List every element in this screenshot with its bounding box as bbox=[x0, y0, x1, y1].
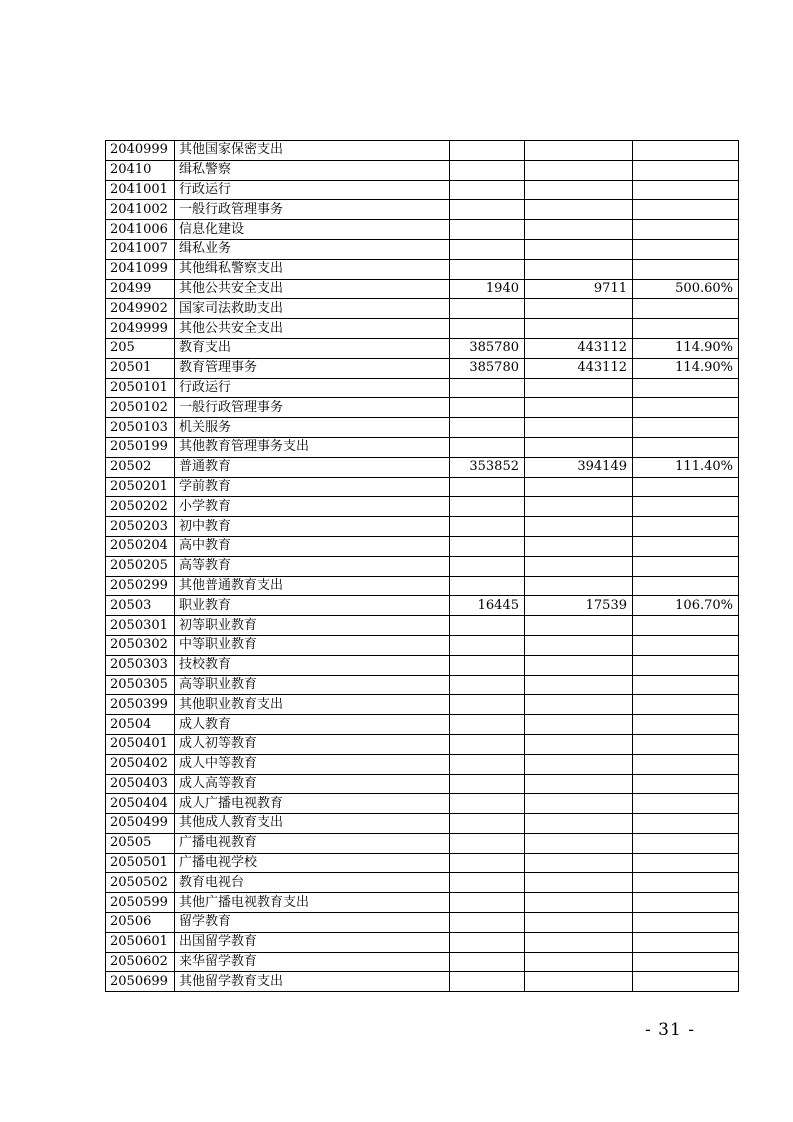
account-code-cell: 2050205 bbox=[106, 556, 175, 576]
percent-cell bbox=[633, 497, 739, 517]
value-2-cell bbox=[525, 556, 633, 576]
percent-cell bbox=[633, 972, 739, 992]
value-2-cell bbox=[525, 418, 633, 438]
account-name-cell: 缉私业务 bbox=[175, 239, 450, 259]
account-name-cell: 其他留学教育支出 bbox=[175, 972, 450, 992]
account-code-cell: 2050199 bbox=[106, 437, 175, 457]
account-name-cell: 成人广播电视教育 bbox=[175, 794, 450, 814]
value-2-cell bbox=[525, 715, 633, 735]
account-code-cell: 2040999 bbox=[106, 141, 175, 161]
account-code-cell: 2050402 bbox=[106, 754, 175, 774]
percent-cell: 114.90% bbox=[633, 338, 739, 358]
table-row bbox=[106, 437, 739, 457]
percent-cell bbox=[633, 536, 739, 556]
account-code-cell: 2041002 bbox=[106, 200, 175, 220]
account-name-cell: 小学教育 bbox=[175, 497, 450, 517]
value-2-cell bbox=[525, 180, 633, 200]
page-number: - 31 - bbox=[645, 1020, 695, 1040]
table-row bbox=[106, 160, 739, 180]
percent-cell bbox=[633, 576, 739, 596]
table-row bbox=[106, 873, 739, 893]
percent-cell bbox=[633, 180, 739, 200]
table-row bbox=[106, 358, 739, 378]
percent-cell: 500.60% bbox=[633, 279, 739, 299]
account-name-cell: 行政运行 bbox=[175, 180, 450, 200]
account-name-cell: 教育电视台 bbox=[175, 873, 450, 893]
value-1-cell bbox=[450, 239, 525, 259]
value-2-cell bbox=[525, 576, 633, 596]
table-row bbox=[106, 734, 739, 754]
value-2-cell bbox=[525, 141, 633, 161]
value-1-cell bbox=[450, 418, 525, 438]
percent-cell bbox=[633, 913, 739, 933]
account-code-cell: 2050203 bbox=[106, 517, 175, 537]
value-1-cell bbox=[450, 378, 525, 398]
table-row bbox=[106, 319, 739, 339]
value-2-cell bbox=[525, 734, 633, 754]
value-2-cell bbox=[525, 299, 633, 319]
percent-cell bbox=[633, 141, 739, 161]
table-row bbox=[106, 259, 739, 279]
account-name-cell: 高中教育 bbox=[175, 536, 450, 556]
value-1-cell bbox=[450, 576, 525, 596]
table-row bbox=[106, 180, 739, 200]
percent-cell bbox=[633, 853, 739, 873]
account-code-cell: 2050102 bbox=[106, 398, 175, 418]
table-row bbox=[106, 239, 739, 259]
percent-cell: 111.40% bbox=[633, 457, 739, 477]
table-row bbox=[106, 893, 739, 913]
percent-cell bbox=[633, 319, 739, 339]
value-1-cell bbox=[450, 893, 525, 913]
value-2-cell bbox=[525, 635, 633, 655]
value-1-cell bbox=[450, 536, 525, 556]
value-1-cell bbox=[450, 437, 525, 457]
value-1-cell bbox=[450, 873, 525, 893]
table-row bbox=[106, 497, 739, 517]
account-name-cell: 高等职业教育 bbox=[175, 675, 450, 695]
value-1-cell bbox=[450, 497, 525, 517]
percent-cell bbox=[633, 635, 739, 655]
value-1-cell bbox=[450, 477, 525, 497]
account-code-cell: 2049999 bbox=[106, 319, 175, 339]
account-code-cell: 2050403 bbox=[106, 774, 175, 794]
account-code-cell: 2050305 bbox=[106, 675, 175, 695]
percent-cell: 106.70% bbox=[633, 596, 739, 616]
table-row bbox=[106, 814, 739, 834]
value-2-cell bbox=[525, 239, 633, 259]
table-row bbox=[106, 418, 739, 438]
value-2-cell bbox=[525, 517, 633, 537]
value-1-cell: 16445 bbox=[450, 596, 525, 616]
value-2-cell: 17539 bbox=[525, 596, 633, 616]
account-name-cell: 一般行政管理事务 bbox=[175, 398, 450, 418]
table-row bbox=[106, 200, 739, 220]
account-name-cell: 学前教育 bbox=[175, 477, 450, 497]
account-name-cell: 缉私警察 bbox=[175, 160, 450, 180]
table-row bbox=[106, 754, 739, 774]
percent-cell bbox=[633, 398, 739, 418]
value-2-cell bbox=[525, 160, 633, 180]
table-row bbox=[106, 635, 739, 655]
account-name-cell: 成人高等教育 bbox=[175, 774, 450, 794]
value-2-cell: 443112 bbox=[525, 358, 633, 378]
table-body bbox=[106, 141, 739, 992]
table-row bbox=[106, 457, 739, 477]
value-2-cell bbox=[525, 497, 633, 517]
account-code-cell: 2050602 bbox=[106, 952, 175, 972]
account-name-cell: 其他缉私警察支出 bbox=[175, 259, 450, 279]
value-2-cell bbox=[525, 200, 633, 220]
percent-cell bbox=[633, 715, 739, 735]
value-1-cell bbox=[450, 833, 525, 853]
table-row bbox=[106, 299, 739, 319]
table-row bbox=[106, 279, 739, 299]
table-row bbox=[106, 596, 739, 616]
account-name-cell: 出国留学教育 bbox=[175, 932, 450, 952]
table-row bbox=[106, 695, 739, 715]
account-code-cell: 20499 bbox=[106, 279, 175, 299]
percent-cell bbox=[633, 378, 739, 398]
budget-table bbox=[105, 140, 739, 992]
account-code-cell: 2050301 bbox=[106, 616, 175, 636]
account-code-cell: 2041001 bbox=[106, 180, 175, 200]
percent-cell bbox=[633, 259, 739, 279]
percent-cell bbox=[633, 220, 739, 240]
account-name-cell: 初中教育 bbox=[175, 517, 450, 537]
account-code-cell: 20502 bbox=[106, 457, 175, 477]
value-2-cell bbox=[525, 774, 633, 794]
account-name-cell: 行政运行 bbox=[175, 378, 450, 398]
value-1-cell bbox=[450, 160, 525, 180]
account-name-cell: 普通教育 bbox=[175, 457, 450, 477]
account-code-cell: 2050401 bbox=[106, 734, 175, 754]
value-2-cell bbox=[525, 873, 633, 893]
value-1-cell bbox=[450, 814, 525, 834]
value-2-cell: 394149 bbox=[525, 457, 633, 477]
percent-cell bbox=[633, 952, 739, 972]
value-2-cell bbox=[525, 398, 633, 418]
table-row bbox=[106, 576, 739, 596]
percent-cell bbox=[633, 418, 739, 438]
value-1-cell bbox=[450, 616, 525, 636]
value-1-cell bbox=[450, 398, 525, 418]
account-code-cell: 2041007 bbox=[106, 239, 175, 259]
value-2-cell bbox=[525, 695, 633, 715]
value-2-cell bbox=[525, 754, 633, 774]
account-code-cell: 2050599 bbox=[106, 893, 175, 913]
account-code-cell: 2050103 bbox=[106, 418, 175, 438]
account-name-cell: 其他公共安全支出 bbox=[175, 319, 450, 339]
value-2-cell: 9711 bbox=[525, 279, 633, 299]
account-name-cell: 留学教育 bbox=[175, 913, 450, 933]
account-code-cell: 20410 bbox=[106, 160, 175, 180]
account-code-cell: 205 bbox=[106, 338, 175, 358]
table-row bbox=[106, 655, 739, 675]
value-1-cell bbox=[450, 556, 525, 576]
percent-cell bbox=[633, 794, 739, 814]
value-1-cell bbox=[450, 932, 525, 952]
value-1-cell bbox=[450, 853, 525, 873]
percent-cell bbox=[633, 675, 739, 695]
value-1-cell: 353852 bbox=[450, 457, 525, 477]
account-code-cell: 2050302 bbox=[106, 635, 175, 655]
table-row bbox=[106, 141, 739, 161]
account-name-cell: 其他教育管理事务支出 bbox=[175, 437, 450, 457]
percent-cell bbox=[633, 556, 739, 576]
account-code-cell: 2041099 bbox=[106, 259, 175, 279]
account-code-cell: 20506 bbox=[106, 913, 175, 933]
value-2-cell bbox=[525, 972, 633, 992]
value-2-cell bbox=[525, 794, 633, 814]
value-2-cell bbox=[525, 536, 633, 556]
value-1-cell bbox=[450, 734, 525, 754]
table-row bbox=[106, 556, 739, 576]
percent-cell bbox=[633, 774, 739, 794]
account-code-cell: 2050202 bbox=[106, 497, 175, 517]
value-1-cell bbox=[450, 220, 525, 240]
value-1-cell bbox=[450, 259, 525, 279]
value-2-cell bbox=[525, 319, 633, 339]
account-name-cell: 教育管理事务 bbox=[175, 358, 450, 378]
account-code-cell: 2041006 bbox=[106, 220, 175, 240]
table-row bbox=[106, 932, 739, 952]
value-2-cell bbox=[525, 913, 633, 933]
table-row bbox=[106, 952, 739, 972]
account-code-cell: 20504 bbox=[106, 715, 175, 735]
account-code-cell: 2050303 bbox=[106, 655, 175, 675]
value-1-cell bbox=[450, 675, 525, 695]
value-2-cell bbox=[525, 378, 633, 398]
account-name-cell: 中等职业教育 bbox=[175, 635, 450, 655]
account-name-cell: 初等职业教育 bbox=[175, 616, 450, 636]
value-1-cell bbox=[450, 299, 525, 319]
value-1-cell bbox=[450, 200, 525, 220]
account-name-cell: 广播电视教育 bbox=[175, 833, 450, 853]
value-2-cell bbox=[525, 616, 633, 636]
value-1-cell bbox=[450, 517, 525, 537]
value-1-cell bbox=[450, 913, 525, 933]
value-1-cell bbox=[450, 635, 525, 655]
value-1-cell bbox=[450, 715, 525, 735]
percent-cell bbox=[633, 814, 739, 834]
account-name-cell: 信息化建设 bbox=[175, 220, 450, 240]
value-2-cell bbox=[525, 655, 633, 675]
account-name-cell: 其他公共安全支出 bbox=[175, 279, 450, 299]
percent-cell bbox=[633, 695, 739, 715]
percent-cell bbox=[633, 160, 739, 180]
account-code-cell: 2049902 bbox=[106, 299, 175, 319]
value-1-cell bbox=[450, 952, 525, 972]
account-code-cell: 2050404 bbox=[106, 794, 175, 814]
account-name-cell: 成人初等教育 bbox=[175, 734, 450, 754]
account-name-cell: 其他职业教育支出 bbox=[175, 695, 450, 715]
table-row bbox=[106, 853, 739, 873]
percent-cell bbox=[633, 873, 739, 893]
percent-cell bbox=[633, 299, 739, 319]
value-1-cell bbox=[450, 141, 525, 161]
value-1-cell: 385780 bbox=[450, 358, 525, 378]
account-code-cell: 2050201 bbox=[106, 477, 175, 497]
table-row bbox=[106, 338, 739, 358]
value-2-cell bbox=[525, 477, 633, 497]
account-code-cell: 2050299 bbox=[106, 576, 175, 596]
account-code-cell: 20503 bbox=[106, 596, 175, 616]
account-code-cell: 2050699 bbox=[106, 972, 175, 992]
account-name-cell: 一般行政管理事务 bbox=[175, 200, 450, 220]
account-code-cell: 2050501 bbox=[106, 853, 175, 873]
account-name-cell: 高等教育 bbox=[175, 556, 450, 576]
value-2-cell bbox=[525, 220, 633, 240]
table-row bbox=[106, 477, 739, 497]
table-row bbox=[106, 774, 739, 794]
value-1-cell: 1940 bbox=[450, 279, 525, 299]
account-code-cell: 2050499 bbox=[106, 814, 175, 834]
value-2-cell bbox=[525, 437, 633, 457]
account-name-cell: 广播电视学校 bbox=[175, 853, 450, 873]
percent-cell bbox=[633, 754, 739, 774]
account-name-cell: 国家司法救助支出 bbox=[175, 299, 450, 319]
table-row bbox=[106, 616, 739, 636]
account-code-cell: 2050204 bbox=[106, 536, 175, 556]
table-row bbox=[106, 972, 739, 992]
value-1-cell bbox=[450, 695, 525, 715]
account-name-cell: 来华留学教育 bbox=[175, 952, 450, 972]
percent-cell bbox=[633, 200, 739, 220]
account-name-cell: 其他国家保密支出 bbox=[175, 141, 450, 161]
percent-cell bbox=[633, 517, 739, 537]
account-name-cell: 其他普通教育支出 bbox=[175, 576, 450, 596]
value-2-cell: 443112 bbox=[525, 338, 633, 358]
value-1-cell bbox=[450, 319, 525, 339]
value-2-cell bbox=[525, 259, 633, 279]
table-row bbox=[106, 794, 739, 814]
value-1-cell: 385780 bbox=[450, 338, 525, 358]
account-name-cell: 其他成人教育支出 bbox=[175, 814, 450, 834]
table-row bbox=[106, 517, 739, 537]
percent-cell bbox=[633, 734, 739, 754]
value-2-cell bbox=[525, 952, 633, 972]
account-code-cell: 2050399 bbox=[106, 695, 175, 715]
value-2-cell bbox=[525, 833, 633, 853]
account-name-cell: 教育支出 bbox=[175, 338, 450, 358]
account-code-cell: 20501 bbox=[106, 358, 175, 378]
account-name-cell: 成人教育 bbox=[175, 715, 450, 735]
value-2-cell bbox=[525, 675, 633, 695]
table-row bbox=[106, 833, 739, 853]
account-name-cell: 成人中等教育 bbox=[175, 754, 450, 774]
account-name-cell: 其他广播电视教育支出 bbox=[175, 893, 450, 913]
percent-cell bbox=[633, 655, 739, 675]
value-1-cell bbox=[450, 754, 525, 774]
table-row bbox=[106, 675, 739, 695]
value-1-cell bbox=[450, 774, 525, 794]
percent-cell bbox=[633, 833, 739, 853]
value-1-cell bbox=[450, 794, 525, 814]
table-row bbox=[106, 913, 739, 933]
percent-cell bbox=[633, 932, 739, 952]
table-row bbox=[106, 715, 739, 735]
value-1-cell bbox=[450, 655, 525, 675]
percent-cell bbox=[633, 477, 739, 497]
percent-cell bbox=[633, 893, 739, 913]
percent-cell bbox=[633, 616, 739, 636]
account-name-cell: 机关服务 bbox=[175, 418, 450, 438]
account-code-cell: 2050502 bbox=[106, 873, 175, 893]
table-row bbox=[106, 220, 739, 240]
account-code-cell: 2050601 bbox=[106, 932, 175, 952]
table-row bbox=[106, 398, 739, 418]
table-row bbox=[106, 536, 739, 556]
account-code-cell: 20505 bbox=[106, 833, 175, 853]
percent-cell bbox=[633, 239, 739, 259]
table-row bbox=[106, 378, 739, 398]
value-2-cell bbox=[525, 853, 633, 873]
account-code-cell: 2050101 bbox=[106, 378, 175, 398]
value-2-cell bbox=[525, 893, 633, 913]
value-2-cell bbox=[525, 814, 633, 834]
percent-cell: 114.90% bbox=[633, 358, 739, 378]
account-name-cell: 技校教育 bbox=[175, 655, 450, 675]
value-1-cell bbox=[450, 180, 525, 200]
value-1-cell bbox=[450, 972, 525, 992]
percent-cell bbox=[633, 437, 739, 457]
value-2-cell bbox=[525, 932, 633, 952]
account-name-cell: 职业教育 bbox=[175, 596, 450, 616]
